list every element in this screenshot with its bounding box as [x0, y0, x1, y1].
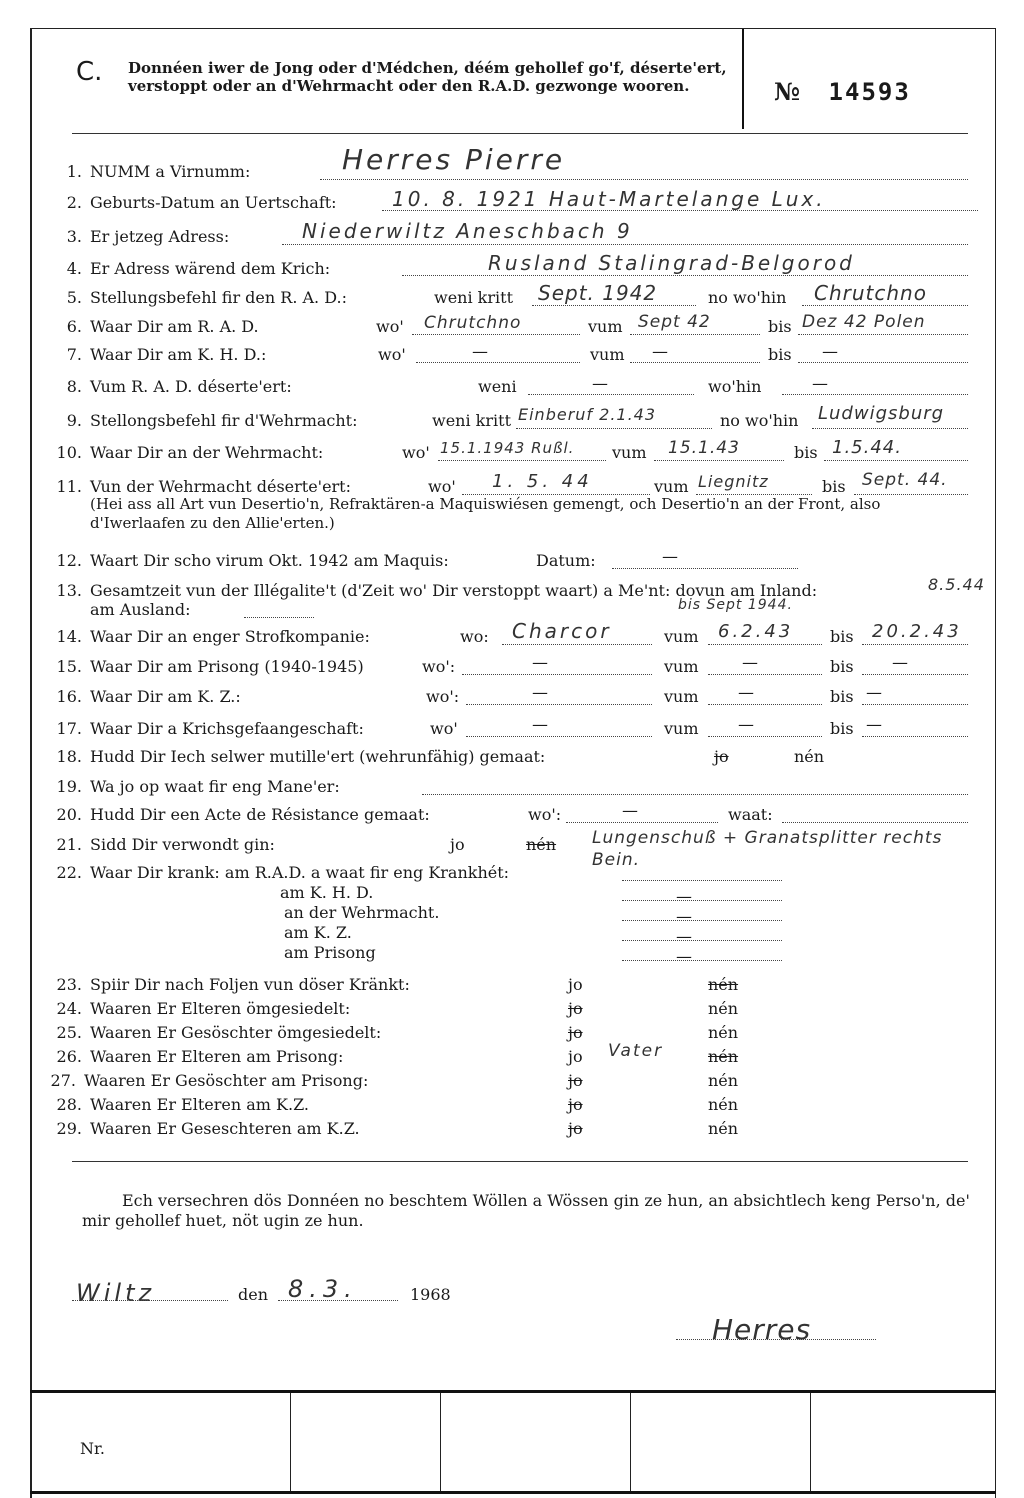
q14-bis: 20.2.43 [872, 621, 962, 642]
q17-wo: — [532, 715, 548, 734]
q12-num: 12. [56, 551, 82, 570]
q14-wo-dotline [502, 644, 652, 645]
q27-jo: jo [568, 1071, 583, 1090]
q25-label: Waaren Er Gesöschter ömgesiedelt: [90, 1023, 382, 1042]
q17-wo-dotline [466, 736, 652, 737]
bottom-rule [30, 1491, 996, 1494]
q6-label: Waar Dir am R. A. D. [90, 317, 259, 336]
q9-wohin: Ludwigsburg [818, 403, 945, 424]
signature-date: 8.3. [288, 1275, 358, 1303]
form-title: Donnéen iwer de Jong oder d'Médchen, déém gehollef go'f, déserte'ert, verstoppt oder an d'Wehrmacht oder den R.A.D. gezwonge wooren. [128, 59, 727, 95]
q22-dash-3: — [676, 927, 692, 946]
q14-label: Waar Dir an enger Strofkompanie: [90, 627, 370, 646]
q13-ausland-note: bis Sept 1944. [678, 597, 793, 613]
q29-nen: nén [708, 1119, 739, 1138]
q8-row [52, 377, 292, 396]
q11-bis: Sept. 44. [862, 470, 948, 490]
q21-num: 21. [56, 835, 82, 854]
q10-num: 10. [56, 443, 82, 462]
q22-num: 22. [56, 863, 82, 882]
q18-num: 18. [56, 747, 82, 766]
q28-row [52, 1095, 309, 1114]
q21-label: Sidd Dir verwondt gin: [90, 835, 275, 854]
q12-datum-label: Datum: [536, 551, 596, 570]
q15-wo-label: wo': [422, 657, 456, 676]
q22-dotline-3 [622, 940, 782, 941]
q25-num: 25. [56, 1023, 82, 1042]
q2-value: 10. 8. 1921 Haut-Martelange Lux. [392, 187, 826, 211]
q7-bis-label: bis [768, 345, 792, 364]
q25-jo: jo [568, 1023, 583, 1042]
q10-row [52, 443, 323, 462]
q23-row [52, 975, 410, 994]
q10-bis: 1.5.44. [832, 437, 902, 458]
q7-vum: — [652, 342, 668, 361]
q13-num: 13. [56, 581, 82, 600]
q11-vum-label: vum [654, 477, 689, 496]
q20-wo: — [622, 801, 638, 820]
q22-dash-1: — [676, 887, 692, 906]
q20-wo-label: wo': [528, 805, 562, 824]
q6-vum-dotline [630, 334, 760, 335]
q12-label: Waart Dir scho virum Okt. 1942 am Maquis: [90, 551, 449, 570]
section-letter: C. [76, 57, 103, 87]
q29-row [52, 1119, 360, 1138]
q14-row [52, 627, 370, 646]
table-col-4 [810, 1393, 811, 1493]
q17-bis: — [866, 715, 882, 734]
q27-row [46, 1071, 368, 1090]
q16-wo-dotline [466, 704, 652, 705]
q14-num: 14. [56, 627, 82, 646]
q1-row [52, 162, 250, 181]
q17-wo-label: wo' [430, 719, 458, 738]
q5-when-label: weni kritt [434, 288, 513, 307]
form-page [30, 28, 996, 1498]
q21-row [52, 835, 275, 854]
q10-vum-label: vum [612, 443, 647, 462]
q28-jo: jo [568, 1095, 583, 1114]
q3-dotline [282, 244, 968, 245]
q1-value: Herres Pierre [342, 143, 566, 176]
q8-weni-label: weni [478, 377, 517, 396]
q17-row [52, 719, 364, 738]
q16-vum-label: vum [664, 687, 699, 706]
q8-weni: — [592, 374, 608, 393]
q10-vum: 15.1.43 [668, 438, 740, 458]
q15-bis-label: bis [830, 657, 854, 676]
q28-label: Waaren Er Elteren am K.Z. [90, 1095, 310, 1114]
q6-wo-label: wo' [376, 317, 404, 336]
q17-vum-dotline [708, 736, 822, 737]
signature-year: 1968 [410, 1285, 451, 1304]
q5-where: Chrutchno [814, 281, 927, 305]
q6-bis-label: bis [768, 317, 792, 336]
q29-label: Waaren Er Geseschteren am K.Z. [90, 1119, 360, 1138]
q10-bis-dotline [824, 460, 968, 461]
q11-wo: 1. 5. 44 [492, 471, 593, 492]
signature-place: Wiltz [76, 1279, 156, 1307]
q6-vum: Sept 42 [638, 312, 711, 332]
q3-value: Niederwiltz Aneschbach 9 [302, 219, 633, 243]
q28-nen: nén [708, 1095, 739, 1114]
q22-dotline-0 [622, 880, 782, 881]
header-rule [72, 133, 968, 134]
q27-nen: nén [708, 1071, 739, 1090]
q9-weni-label: weni kritt [432, 411, 511, 430]
q22-dotline-2 [622, 920, 782, 921]
q20-waat-label: waat: [728, 805, 773, 824]
q22-sub-prisong: am Prisong [284, 943, 376, 962]
q18-nen: nén [794, 747, 825, 766]
q14-wo-label: wo: [460, 627, 489, 646]
q27-label: Waaren Er Gesöschter am Prisong: [84, 1071, 369, 1090]
q22-row [52, 863, 509, 882]
q5-row [52, 288, 347, 307]
q5-where-label: no wo'hin [708, 288, 787, 307]
q23-jo: jo [568, 975, 583, 994]
q8-wohin-dotline [782, 394, 968, 395]
q19-num: 19. [56, 777, 82, 796]
q15-bis-dotline [862, 674, 968, 675]
q17-label: Waar Dir a Krichsgefaangeschaft: [90, 719, 364, 738]
q15-vum-dotline [708, 674, 822, 675]
form-number [774, 77, 911, 106]
q19-row [52, 777, 340, 796]
q26-nen: nén [708, 1047, 739, 1066]
q19-label: Wa jo op waat fir eng Mane'er: [90, 777, 340, 796]
q15-wo: — [532, 653, 548, 672]
q7-label: Waar Dir am K. H. D.: [90, 345, 267, 364]
q6-row [52, 317, 259, 336]
q17-num: 17. [56, 719, 82, 738]
q5-when: Sept. 1942 [538, 281, 658, 305]
q22-dotline-1 [622, 900, 782, 901]
q11-label: Vun der Wehrmacht déserte'ert: [90, 477, 351, 496]
q7-row [52, 345, 266, 364]
q29-jo: jo [568, 1119, 583, 1138]
q21-jo: jo [450, 835, 465, 854]
q23-num: 23. [56, 975, 82, 994]
q17-bis-dotline [862, 736, 968, 737]
q7-wo: — [472, 342, 488, 361]
q7-wo-dotline [416, 362, 580, 363]
q20-waat-dotline [782, 822, 968, 823]
q7-bis-dotline [798, 362, 968, 363]
q16-label: Waar Dir am K. Z.: [90, 687, 241, 706]
q29-num: 29. [56, 1119, 82, 1138]
q8-num: 8. [66, 377, 82, 396]
place-dotline [72, 1300, 228, 1301]
q7-num: 7. [66, 345, 82, 364]
q7-wo-label: wo' [378, 345, 406, 364]
q11-row [52, 477, 351, 496]
q24-num: 24. [56, 999, 82, 1018]
q16-bis: — [866, 683, 882, 702]
q16-bis-dotline [862, 704, 968, 705]
q3-row [52, 227, 229, 246]
q18-row [52, 747, 545, 766]
q11-num: 11. [56, 477, 82, 496]
q3-label: Er jetzeg Adress: [90, 227, 230, 246]
q2-num: 2. [66, 193, 82, 212]
q22-dash-2: — [676, 907, 692, 926]
declaration-text: Ech versechren dös Donnéen no beschtem Wöllen a Wössen gin ze hun, an absichtlech keng Perso'n, de' mir gehollef huet, nöt ugin ze hun. [82, 1191, 970, 1230]
q4-num: 4. [66, 259, 82, 278]
q9-weni-dotline [516, 428, 712, 429]
q15-num: 15. [56, 657, 82, 676]
q12-row [52, 551, 449, 570]
den-label: den [238, 1285, 269, 1304]
q10-wo-label: wo' [402, 443, 430, 462]
q16-vum-dotline [708, 704, 822, 705]
q13-ausland-label: am Ausland: [90, 600, 191, 619]
q20-num: 20. [56, 805, 82, 824]
q22-label: Waar Dir krank: am R.A.D. a waat fir eng Krankhét: [90, 863, 510, 882]
q9-wohin-label: no wo'hin [720, 411, 799, 430]
q16-wo: — [532, 683, 548, 702]
q6-bis: Dez 42 Polen [802, 312, 926, 332]
q10-bis-label: bis [794, 443, 818, 462]
q26-label: Waaren Er Elteren am Prisong: [90, 1047, 344, 1066]
q24-nen: nén [708, 999, 739, 1018]
q1-num: 1. [66, 162, 82, 181]
q11-vum: Liegnitz [698, 472, 769, 491]
q14-vum-label: vum [664, 627, 699, 646]
q12-datum-dotline [612, 568, 798, 569]
nr-label: Nr. [80, 1439, 105, 1458]
q28-num: 28. [56, 1095, 82, 1114]
q6-wo-dotline [412, 334, 580, 335]
number-sign: № [774, 77, 801, 106]
q26-row [52, 1047, 343, 1066]
q17-bis-label: bis [830, 719, 854, 738]
q15-label: Waar Dir am Prisong (1940-1945) [90, 657, 364, 676]
q24-jo: jo [568, 999, 583, 1018]
q26-value: Vater [608, 1041, 664, 1061]
q11-bis-label: bis [822, 477, 846, 496]
q6-vum-label: vum [588, 317, 623, 336]
q25-row [52, 1023, 381, 1042]
q22-sub-wehrmacht: an der Wehrmacht. [284, 903, 440, 922]
q9-row [52, 411, 358, 430]
q10-wo: 15.1.1943 Rußl. [440, 439, 575, 457]
q3-num: 3. [66, 227, 82, 246]
q6-bis-dotline [798, 334, 968, 335]
q8-wohin: — [812, 374, 828, 393]
q9-weni: Einberuf 2.1.43 [518, 405, 657, 424]
q18-label: Hudd Dir Iech selwer mutille'ert (wehrunfähig) gemaat: [90, 747, 546, 766]
q14-wo: Charcor [512, 619, 612, 643]
q24-row [52, 999, 350, 1018]
q7-vum-label: vum [590, 345, 625, 364]
q23-nen: nén [708, 975, 739, 994]
q13-inland: 8.5.44 [928, 575, 985, 594]
table-col-2 [440, 1393, 441, 1493]
q14-bis-label: bis [830, 627, 854, 646]
q14-vum-dotline [708, 644, 822, 645]
q11-wo-label: wo' [428, 477, 456, 496]
q16-vum: — [738, 683, 754, 702]
q5-when-dotline [532, 305, 696, 306]
q4-row [52, 259, 330, 278]
section-rule [72, 1161, 968, 1162]
q5-label: Stellungsbefehl fir den R. A. D.: [90, 288, 347, 307]
signature: Herres [712, 1313, 812, 1346]
q6-wo: Chrutchno [424, 313, 522, 333]
q8-wohin-label: wo'hin [708, 377, 762, 396]
q16-num: 16. [56, 687, 82, 706]
q24-label: Waaren Er Elteren ömgesiedelt: [90, 999, 351, 1018]
q9-label: Stellongsbefehl fir d'Wehrmacht: [90, 411, 358, 430]
q20-wo-dotline [566, 822, 718, 823]
q13-ausland-dotline [244, 617, 314, 618]
q9-wohin-dotline [812, 428, 968, 429]
q4-label: Er Adress wärend dem Krich: [90, 259, 331, 278]
q14-vum: 6.2.43 [718, 621, 794, 642]
q11-note: (Hei ass all Art vun Desertio'n, Refraktären-a Maquiswiésen gemengt, och Desertio'n an der Front, also d'Iwerlaafen zu den Allie'erten.) [90, 495, 881, 532]
table-col-3 [630, 1393, 631, 1493]
q8-weni-dotline [528, 394, 694, 395]
q15-wo-dotline [462, 674, 652, 675]
q22-dash-4: — [676, 947, 692, 966]
q21-nen: nén [526, 835, 557, 854]
q18-jo: jo [714, 747, 729, 766]
q17-vum-label: vum [664, 719, 699, 738]
q9-num: 9. [66, 411, 82, 430]
q2-label: Geburts-Datum an Uertschaft: [90, 193, 337, 212]
q16-wo-label: wo': [426, 687, 460, 706]
q15-bis: — [892, 653, 908, 672]
q17-vum: — [738, 715, 754, 734]
q14-bis-dotline [862, 644, 968, 645]
q10-vum-dotline [654, 460, 784, 461]
q16-row [52, 687, 241, 706]
q4-value: Rusland Stalingrad-Belgorod [488, 251, 855, 275]
q26-jo: jo [568, 1047, 583, 1066]
q5-num: 5. [66, 288, 82, 307]
q22-sub-khd: am K. H. D. [280, 883, 374, 902]
q22-sub-kz: am K. Z. [284, 923, 352, 942]
q21-value: Lungenschuß + Granatsplitter rechts Bein. [592, 828, 943, 870]
q20-row [52, 805, 430, 824]
q7-vum-dotline [630, 362, 760, 363]
q10-label: Waar Dir an der Wehrmacht: [90, 443, 324, 462]
q26-num: 26. [56, 1047, 82, 1066]
q22-dotline-4 [622, 960, 782, 961]
q8-label: Vum R. A. D. déserte'ert: [90, 377, 292, 396]
number-value: 14593 [828, 78, 911, 106]
q15-vum-label: vum [664, 657, 699, 676]
q23-label: Spiir Dir nach Foljen vun döser Kränkt: [90, 975, 410, 994]
q15-vum: — [742, 653, 758, 672]
q25-nen: nén [708, 1023, 739, 1042]
q15-row [52, 657, 364, 676]
q1-label: NUMM a Virnumm: [90, 162, 251, 181]
q16-bis-label: bis [830, 687, 854, 706]
q1-dotline [320, 179, 968, 180]
q6-num: 6. [66, 317, 82, 336]
q5-where-dotline [802, 305, 968, 306]
q19-dotline [422, 794, 968, 795]
q10-wo-dotline [438, 460, 606, 461]
q2-row [52, 193, 337, 212]
office-use-table [30, 1390, 996, 1498]
q7-bis: — [822, 342, 838, 361]
q20-label: Hudd Dir een Acte de Résistance gemaat: [90, 805, 430, 824]
q13-label: Gesamtzeit vun der Illégalite't (d'Zeit wo' Dir verstoppt waart) a Me'nt: dovun am Inland: [90, 581, 818, 600]
q12-datum: — [662, 547, 678, 566]
table-col-1 [290, 1393, 291, 1493]
q4-dotline [402, 275, 968, 276]
header-divider [742, 29, 744, 129]
q27-num: 27. [50, 1071, 76, 1090]
